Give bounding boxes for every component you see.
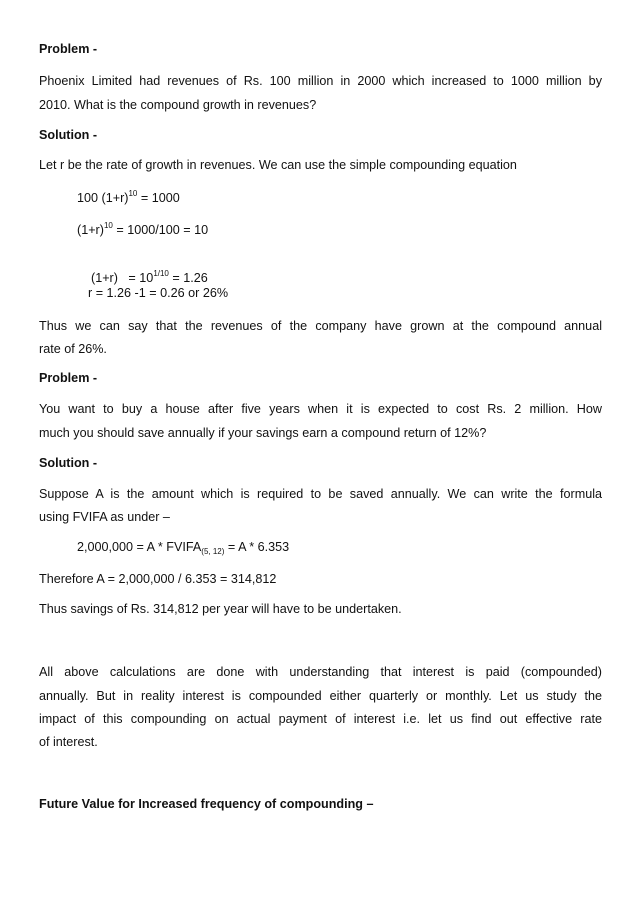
solution-1-conclusion-line-2: rate of 26%.	[39, 342, 107, 356]
equation-2	[77, 222, 208, 238]
equation-2-exponent: 10	[103, 221, 113, 230]
equation-3-exponent: 1/10	[153, 269, 169, 278]
interest-paragraph-line-3: impact of this compounding on actual payment of interest i.e. let us find out effective rate	[39, 712, 602, 726]
equation-2-base: (1+r)	[77, 223, 104, 237]
solution-2-therefore: Therefore A = 2,000,000 / 6.353 = 314,812	[39, 572, 277, 586]
future-value-heading: Future Value for Increased frequency of compounding –	[39, 797, 374, 811]
solution-1-conclusion-line-1: Thus we can say that the revenues of the company have grown at the compound annual	[39, 319, 602, 333]
problem-1-text-line-2: 2010. What is the compound growth in revenues?	[39, 98, 317, 112]
interest-paragraph-line-4: of interest.	[39, 735, 98, 749]
equation-3-result: = 1.26	[168, 271, 208, 285]
equation-5-lhs: 2,000,000 = A * FVIFA	[77, 540, 202, 554]
solution-1-intro: Let r be the rate of growth in revenues. We can use the simple compounding equation	[39, 158, 517, 172]
equation-4: r = 1.26 -1 = 0.26 or 26%	[88, 286, 229, 300]
problem-1-heading: Problem -	[39, 42, 98, 56]
equation-1-exponent: 10	[128, 189, 138, 198]
equation-5	[77, 539, 289, 555]
interest-paragraph-line-2: annually. But in reality interest is compounded either quarterly or monthly. Let us study the	[39, 689, 602, 703]
equation-1-base: 100 (1+r)	[77, 191, 129, 205]
problem-2-text-line-1: You want to buy a house after five years when it is expected to cost Rs. 2 million. How	[39, 402, 602, 416]
solution-2-heading: Solution -	[39, 456, 98, 470]
interest-paragraph-line-1: All above calculations are done with understanding that interest is paid (compounded)	[39, 665, 602, 679]
equation-5-subscript: (5, 12)	[201, 547, 225, 556]
equation-3-base: (1+r) = 10	[91, 271, 154, 285]
solution-2-text-line-2: using FVIFA as under –	[39, 510, 170, 524]
solution-1-heading: Solution -	[39, 128, 98, 142]
equation-1-result: = 1000	[137, 191, 180, 205]
equation-5-rhs: = A * 6.353	[224, 540, 290, 554]
problem-2-heading: Problem -	[39, 371, 98, 385]
equation-1	[77, 190, 180, 206]
problem-2-text-line-2: much you should save annually if your savings earn a compound return of 12%?	[39, 426, 487, 440]
solution-2-conclusion: Thus savings of Rs. 314,812 per year will have to be undertaken.	[39, 602, 402, 616]
equation-2-result: = 1000/100 = 10	[112, 223, 209, 237]
problem-1-text-line-1: Phoenix Limited had revenues of Rs. 100 million in 2000 which increased to 1000 million by	[39, 74, 602, 88]
solution-2-text-line-1: Suppose A is the amount which is required to be saved annually. We can write the formula	[39, 487, 602, 501]
